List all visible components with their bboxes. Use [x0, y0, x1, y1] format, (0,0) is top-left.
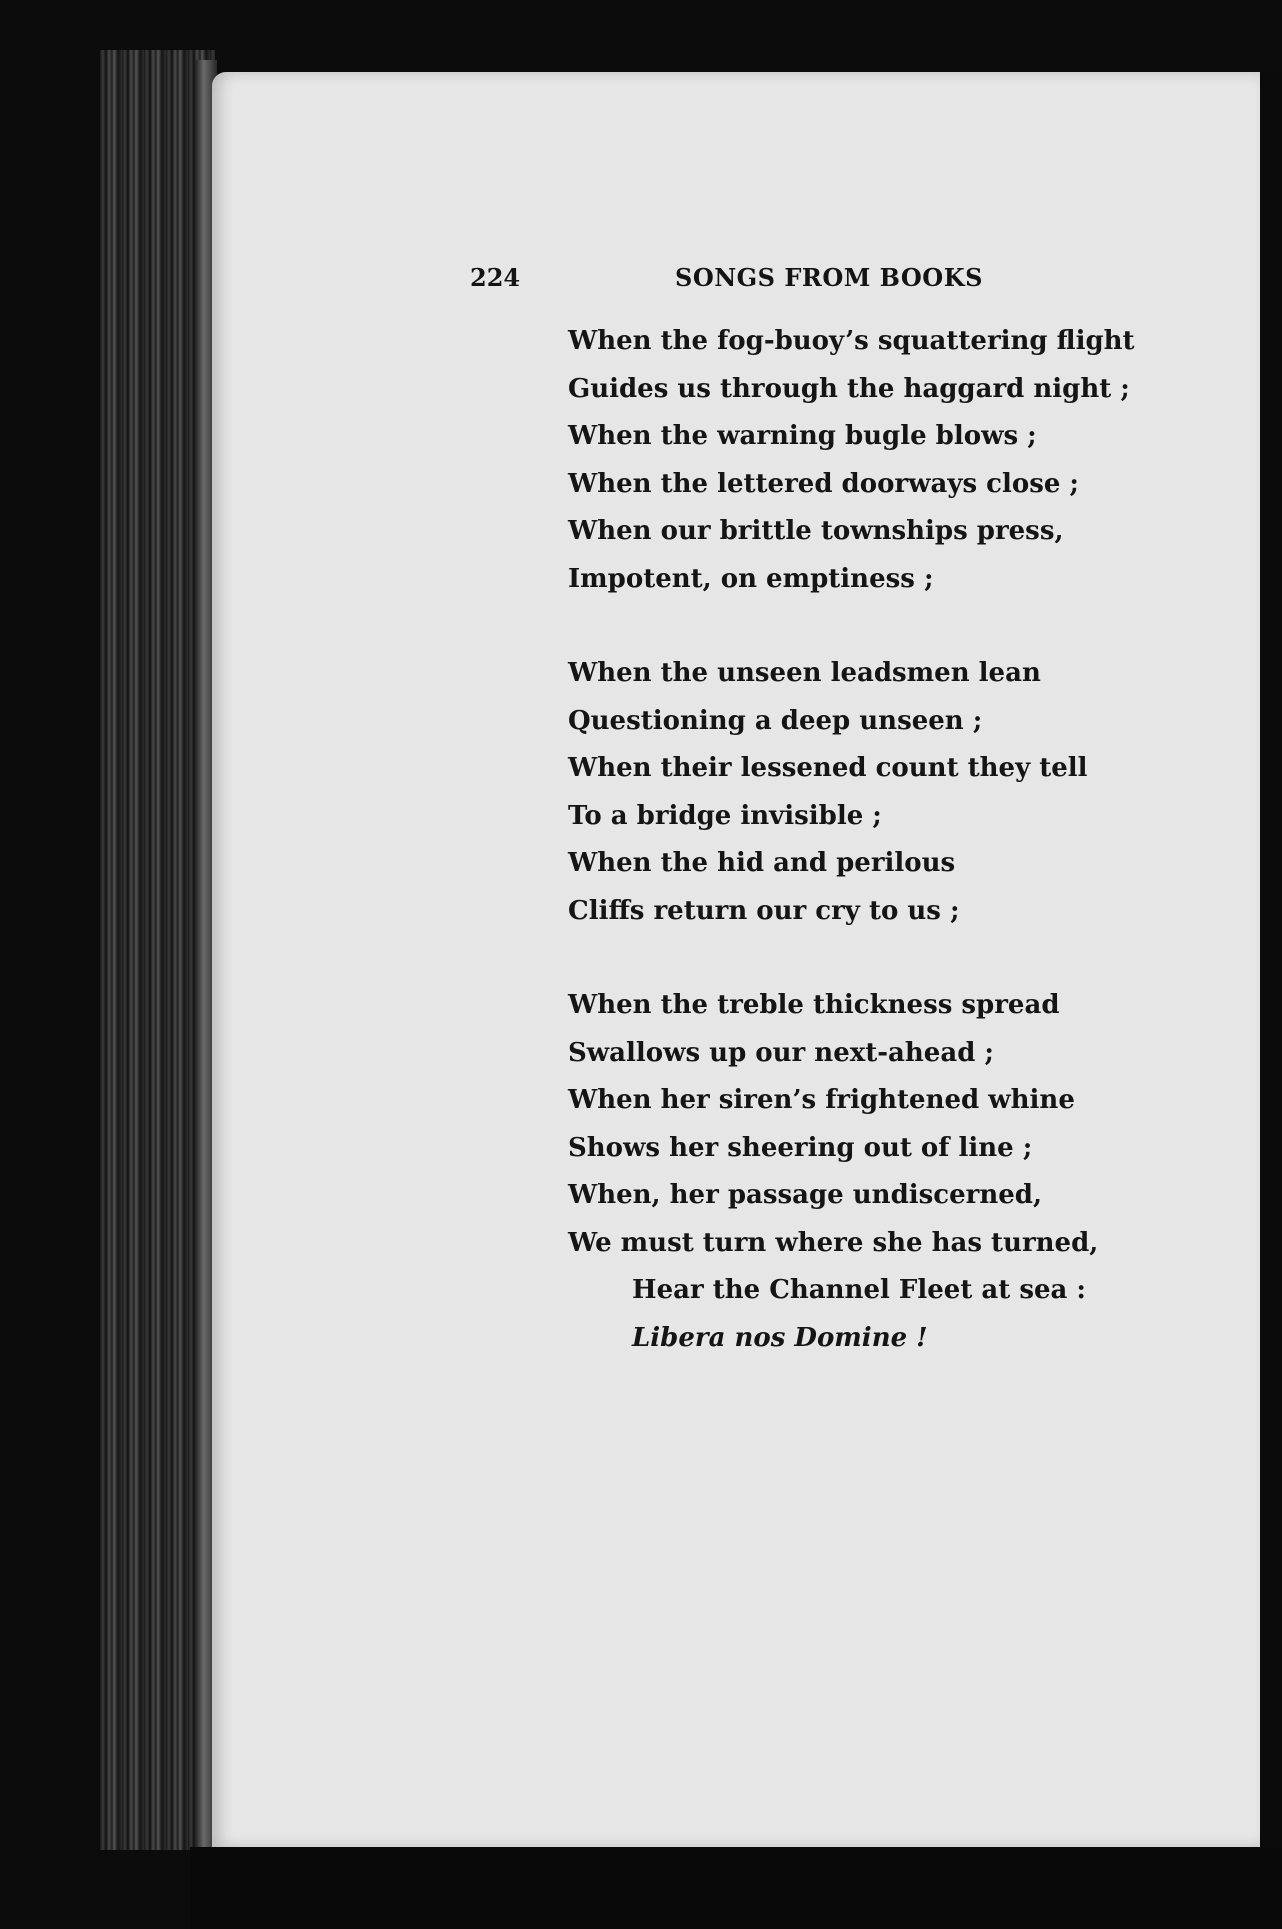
- poem-line: Questioning a deep unseen ;: [568, 705, 983, 736]
- scan-border-right: [1260, 72, 1282, 1862]
- poem-line: Guides us through the haggard night ;: [568, 373, 1130, 404]
- poem-line: Cliffs return our cry to us ;: [568, 895, 960, 926]
- poem-line: When the lettered doorways close ;: [568, 468, 1080, 499]
- stanza: [568, 982, 1135, 1362]
- poem: [568, 318, 1135, 1362]
- poem-line-refrain: Libera nos Domine !: [632, 1322, 928, 1353]
- running-head-title: SONGS FROM BOOKS: [675, 263, 983, 292]
- poem-line: To a bridge invisible ;: [568, 800, 882, 831]
- poem-line-indented: Hear the Channel Fleet at sea :: [632, 1275, 1086, 1305]
- poem-line: When, her passage undiscerned,: [568, 1180, 1043, 1210]
- poem-line: When the treble thickness spread: [568, 990, 1060, 1020]
- running-head: [0, 263, 1282, 297]
- poem-line: When the hid and perilous: [568, 848, 956, 878]
- stanza: [568, 650, 1135, 935]
- poem-line: When the fog-buoy’s squattering flight: [568, 326, 1135, 356]
- stanza: [568, 318, 1135, 603]
- poem-line: When our brittle townships press,: [568, 516, 1064, 546]
- poem-line: When the warning bugle blows ;: [568, 421, 1037, 451]
- poem-line: Impotent, on emptiness ;: [568, 563, 934, 594]
- poem-line: Shows her sheering out of line ;: [568, 1132, 1033, 1163]
- page-number: 224: [470, 263, 521, 292]
- poem-line: Swallows up our next-ahead ;: [568, 1037, 995, 1068]
- poem-line: We must turn where she has turned,: [568, 1227, 1099, 1258]
- scan-border-bottom: [190, 1847, 1282, 1929]
- poem-line: When their lessened count they tell: [568, 753, 1088, 783]
- poem-line: When the unseen leadsmen lean: [568, 658, 1041, 688]
- poem-line: When her siren’s frightened whine: [568, 1085, 1075, 1115]
